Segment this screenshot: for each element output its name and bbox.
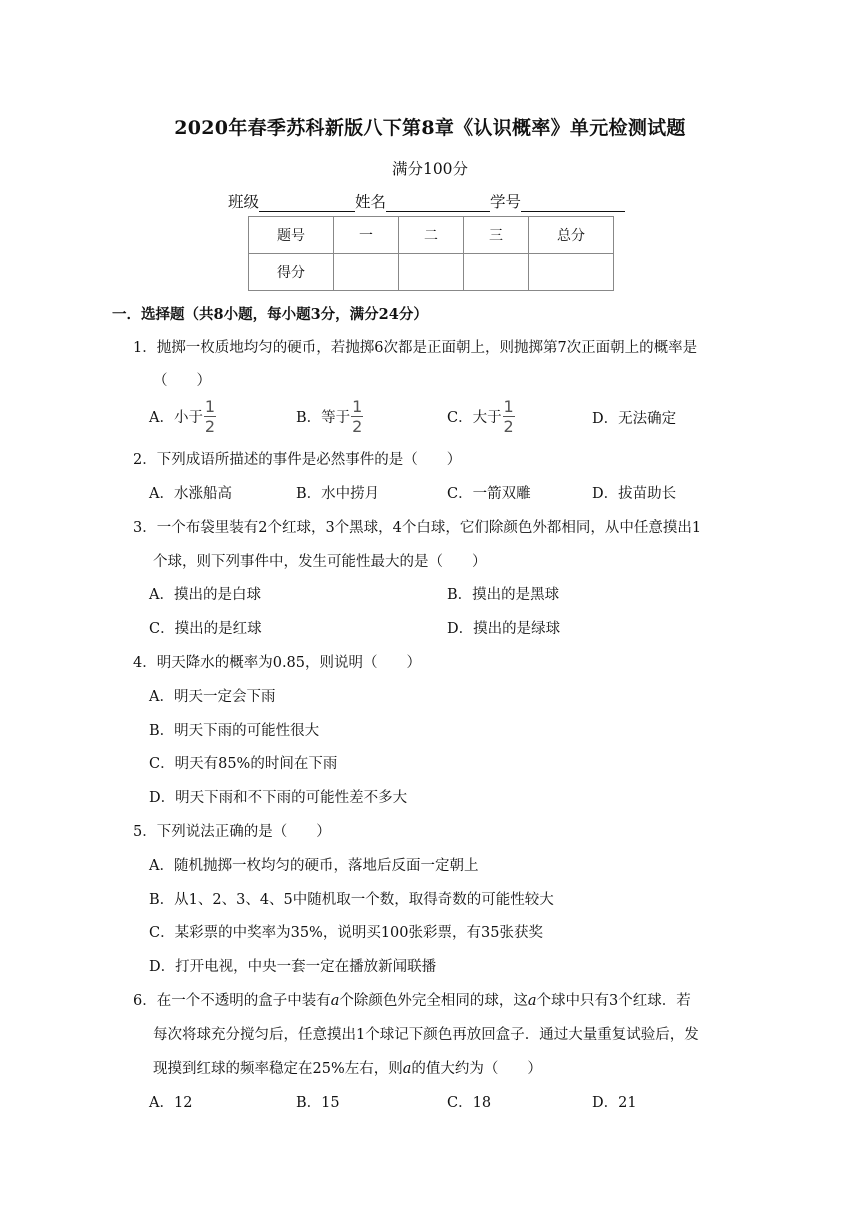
name-blank[interactable] bbox=[386, 193, 490, 212]
q5-option-d: D．打开电视，中央一套一定在播放新闻联播 bbox=[149, 959, 437, 975]
q1-option-a bbox=[149, 398, 216, 435]
q3-option-c: C．摸出的是红球 bbox=[149, 621, 262, 637]
q5-option-a: A．随机抛掷一枚均匀的硬币，落地后反面一定朝上 bbox=[149, 858, 479, 874]
q1-option-b bbox=[296, 398, 363, 435]
q6-text-part: 现摸到红球的频率稳定在25%左右，则 bbox=[153, 1061, 403, 1077]
fraction-one-half bbox=[503, 398, 515, 435]
q6-text-part: 个除颜色外完全相同的球，这 bbox=[339, 993, 528, 1009]
question-6 bbox=[133, 989, 691, 1010]
class-blank[interactable] bbox=[259, 193, 355, 212]
score-table-header: 二 bbox=[399, 217, 464, 254]
variable-a: a bbox=[402, 1061, 412, 1077]
q6-option-b: B．15 bbox=[296, 1095, 340, 1111]
q6-option-d: D．21 bbox=[592, 1095, 637, 1111]
variable-a: a bbox=[527, 993, 537, 1009]
id-label: 学号 bbox=[490, 193, 522, 211]
q6-option-a: A．12 bbox=[149, 1095, 193, 1111]
question-4: 4．明天降水的概率为0.85，则说明（ ） bbox=[133, 655, 422, 671]
score-table-header: 三 bbox=[464, 217, 529, 254]
q1-option-b-text: B．等于 bbox=[296, 410, 351, 426]
q1-option-a-text: A．小于 bbox=[149, 410, 203, 426]
q3-option-b: B．摸出的是黑球 bbox=[447, 587, 560, 603]
question-1: 1．抛掷一枚质地均匀的硬币，若抛掷6次都是正面朝上，则抛掷第7次正面朝上的概率是 bbox=[133, 340, 698, 356]
frac-num: 1 bbox=[204, 397, 216, 416]
question-3: 3．一个布袋里装有2个红球，3个黑球，4个白球，它们除颜色外都相同，从中任意摸出1 bbox=[133, 520, 702, 536]
question-3-cont: 个球，则下列事件中，发生可能性最大的是（ ） bbox=[153, 554, 487, 570]
question-2: 2．下列成语所描述的事件是必然事件的是（ ） bbox=[133, 452, 462, 468]
section-title: 一．选择题（共8小题，每小题3分，满分24分） bbox=[112, 306, 428, 323]
score-cell[interactable] bbox=[464, 254, 529, 291]
score-table-header: 题号 bbox=[249, 217, 334, 254]
frac-num: 1 bbox=[352, 397, 363, 416]
q5-option-c: C．某彩票的中奖率为35%，说明买100张彩票，有35张获奖 bbox=[149, 925, 543, 941]
q1-option-c-text: C．大于 bbox=[447, 410, 502, 426]
q5-option-b: B．从1、2、3、4、5中随机取一个数，取得奇数的可能性较大 bbox=[149, 892, 554, 908]
frac-den: 2 bbox=[204, 417, 216, 436]
score-table bbox=[248, 216, 614, 291]
q2-option-a: A．水涨船高 bbox=[149, 486, 232, 502]
page-title: 2020年春季苏科新版八下第8章《认识概率》单元检测试题 bbox=[174, 117, 686, 139]
id-blank[interactable] bbox=[521, 193, 625, 212]
score-row-label: 得分 bbox=[249, 254, 334, 291]
fraction-one-half bbox=[204, 398, 216, 435]
score-table-row bbox=[249, 254, 614, 291]
frac-num: 1 bbox=[503, 397, 514, 416]
frac-den: 2 bbox=[503, 417, 514, 436]
q6-option-c: C．18 bbox=[447, 1095, 492, 1111]
frac-den: 2 bbox=[352, 417, 363, 436]
score-table-header: 总分 bbox=[529, 217, 614, 254]
page-subtitle: 满分100分 bbox=[391, 160, 469, 178]
q3-option-d: D．摸出的是绿球 bbox=[447, 621, 561, 637]
score-cell[interactable] bbox=[334, 254, 399, 291]
q6-text-part: 个球中只有3个红球．若 bbox=[536, 993, 691, 1009]
score-cell[interactable] bbox=[399, 254, 464, 291]
q4-option-d: D．明天下雨和不下雨的可能性差不多大 bbox=[149, 790, 408, 806]
q1-option-d: D．无法确定 bbox=[592, 411, 677, 427]
question-6-line-3 bbox=[153, 1057, 542, 1078]
q4-option-b: B．明天下雨的可能性很大 bbox=[149, 723, 320, 739]
score-cell[interactable] bbox=[529, 254, 614, 291]
question-1-paren: （ ） bbox=[153, 373, 211, 389]
q2-option-b: B．水中捞月 bbox=[296, 486, 380, 502]
q6-text-part: 的值大约为（ ） bbox=[411, 1061, 542, 1077]
q6-text-part: 6．在一个不透明的盒子中装有 bbox=[133, 993, 331, 1009]
variable-a: a bbox=[330, 993, 340, 1009]
q1-option-c bbox=[447, 398, 515, 435]
question-5: 5．下列说法正确的是（ ） bbox=[133, 824, 331, 840]
student-info-line bbox=[228, 190, 625, 212]
fraction-one-half bbox=[351, 398, 363, 435]
score-table-header-row bbox=[249, 217, 614, 254]
q3-option-a: A．摸出的是白球 bbox=[149, 587, 261, 603]
q2-option-d: D．拔苗助长 bbox=[592, 486, 677, 502]
question-6-line-2: 每次将球充分搅匀后，任意摸出1个球记下颜色再放回盒子．通过大量重复试验后，发 bbox=[153, 1027, 699, 1043]
q2-option-c: C．一箭双雕 bbox=[447, 486, 531, 502]
q4-option-a: A．明天一定会下雨 bbox=[149, 689, 276, 705]
class-label: 班级 bbox=[228, 193, 260, 211]
q4-option-c: C．明天有85%的时间在下雨 bbox=[149, 756, 338, 772]
score-table-header: 一 bbox=[334, 217, 399, 254]
name-label: 姓名 bbox=[355, 193, 387, 211]
